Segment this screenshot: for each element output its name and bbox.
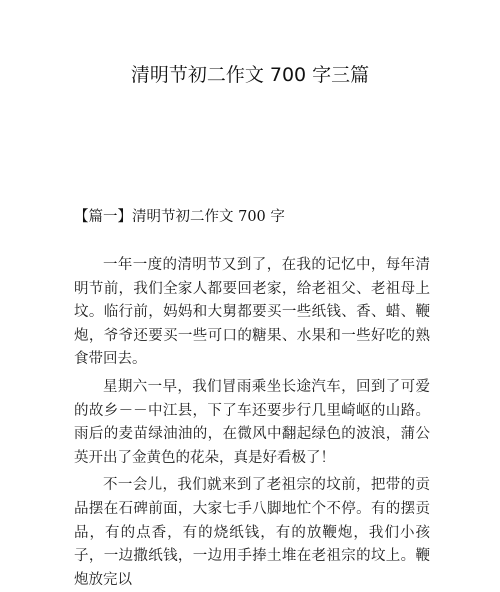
paragraph-1: 一年一度的清明节又到了，在我的记忆中，每年清明节前，我们全家人都要回老家，给老祖父、老祖母上坟。临行前，妈妈和大舅都要买一些纸钱、香、蜡、鞭炮，爷爷还要买一些可口的糖果、水果和一些好吃的熟食带回去。	[74, 257, 430, 368]
document-title: 清明节初二作文 700 字三篇	[130, 64, 370, 86]
paragraph-2: 星期六一早，我们冒雨乘坐长途汽车，回到了可爱的故乡－－中江县，下了车还要步行几里崎岖的山路。雨后的麦苗绿油油的，在微风中翻起绿色的波浪，蒲公英开出了金黄色的花朵，真是好看极了！	[74, 378, 430, 466]
document-body	[74, 254, 430, 592]
section-heading: 【篇一】清明节初二作文 700 字	[74, 209, 285, 225]
paragraph-3: 不一会儿，我们就来到了老祖宗的坟前，把带的贡品摆在石碑前面，大家七手八脚地忙个不停。有的摆贡品，有的点香，有的烧纸钱，有的放鞭炮，我们小孩子，一边撒纸钱，一边用手捧土堆在老祖宗的坟上。鞭炮放完以	[74, 477, 430, 588]
